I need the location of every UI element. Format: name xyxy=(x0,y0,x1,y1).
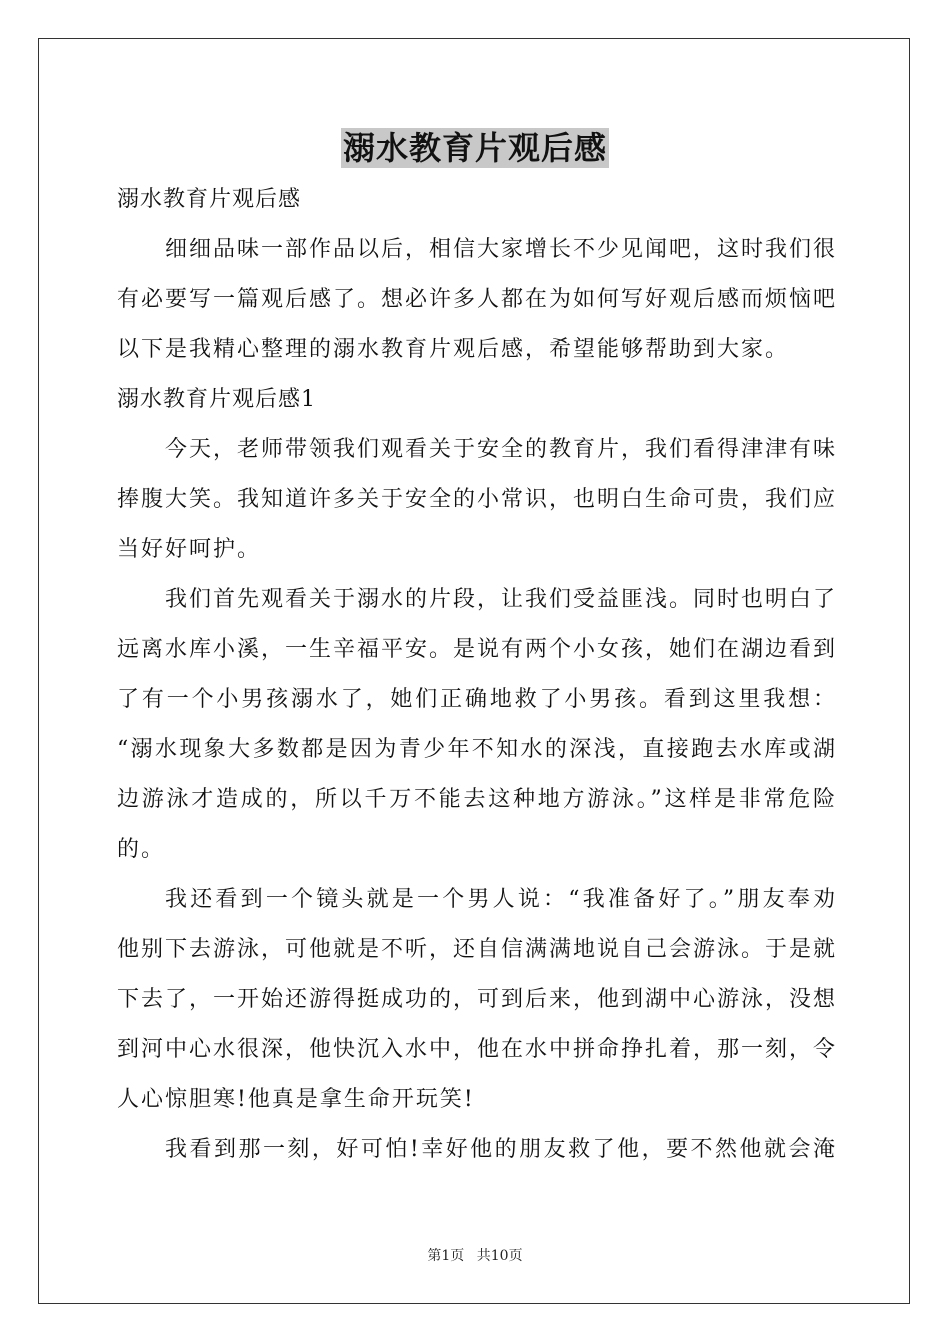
paragraph-line: 他别下去游泳，可他就是不听，还自信满满地说自己会游泳。于是就 xyxy=(117,937,835,962)
paragraph-line: 有必要写一篇观后感了。想必许多人都在为如何写好观后感而烦恼吧 xyxy=(117,287,835,312)
paragraph-line: 以下是我精心整理的溺水教育片观后感，希望能够帮助到大家。 xyxy=(117,337,790,362)
paragraph-line: 捧腹大笑。我知道许多关于安全的小常识，也明白生命可贵，我们应 xyxy=(117,487,835,512)
paragraph-line: 我看到那一刻，好可怕!幸好他的朋友救了他，要不然他就会淹 xyxy=(165,1137,835,1162)
paragraph-line: “溺水现象大多数都是因为青少年不知水的深浅，直接跑去水库或湖 xyxy=(117,737,835,762)
paragraph-line: 人心惊胆寒!他真是拿生命开玩笑! xyxy=(117,1087,475,1112)
page-number: 第1页 xyxy=(427,1248,465,1264)
paragraph-line: 远离水库小溪，一生辛福平安。是说有两个小女孩，她们在湖边看到 xyxy=(117,637,835,662)
page-footer xyxy=(0,1246,950,1266)
document-title: 溺水教育片观后感 xyxy=(342,129,607,167)
title-container xyxy=(0,128,950,168)
paragraph-line: 我们首先观看关于溺水的片段，让我们受益匪浅。同时也明白了 xyxy=(165,587,835,612)
paragraph-line: 下去了，一开始还游得挺成功的，可到后来，他到湖中心游泳，没想 xyxy=(117,987,835,1012)
paragraph-line: 我还看到一个镜头就是一个男人说：“我准备好了。”朋友奉劝 xyxy=(165,887,835,912)
paragraph-line: 了有一个小男孩溺水了，她们正确地救了小男孩。看到这里我想： xyxy=(117,687,835,712)
section-heading: 溺水教育片观后感 xyxy=(117,187,302,212)
page-total: 共10页 xyxy=(476,1248,523,1264)
paragraph-line: 边游泳才造成的，所以千万不能去这种地方游泳。”这样是非常危险 xyxy=(117,787,835,812)
paragraph-line: 的。 xyxy=(117,837,166,862)
document-body xyxy=(117,175,835,1175)
paragraph-line: 到河中心水很深，他快沉入水中，他在水中拼命挣扎着，那一刻，令 xyxy=(117,1037,835,1062)
paragraph-line: 今天，老师带领我们观看关于安全的教育片，我们看得津津有味 xyxy=(165,437,835,462)
paragraph-line: 细细品味一部作品以后，相信大家增长不少见闻吧，这时我们很 xyxy=(165,237,835,262)
section-heading: 溺水教育片观后感1 xyxy=(117,387,316,412)
paragraph-line: 当好好呵护。 xyxy=(117,537,262,562)
